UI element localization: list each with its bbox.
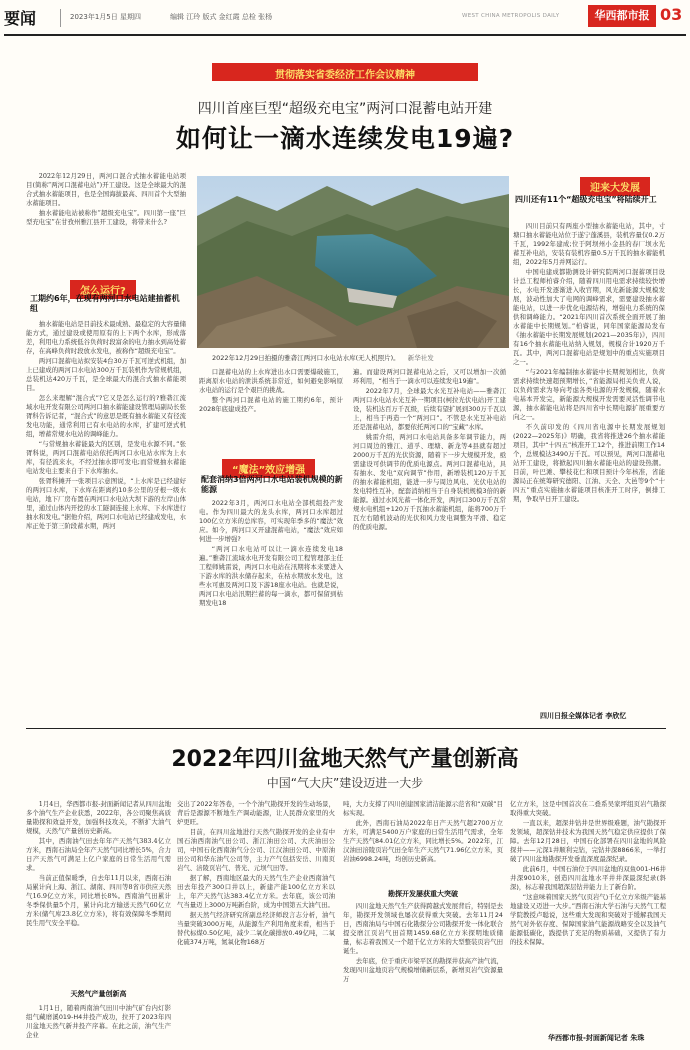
story2-lead	[26, 800, 171, 980]
subhead-2: 配套消纳3倍两河口水电站装机规模的新能源	[201, 475, 343, 494]
story2-headline: 2022年四川盆地天然气产量创新高	[171, 747, 519, 772]
lead-paragraph: 当前正值保暖季，自去年11月以来，西南石油局累计向上海、浙江、湖南、四川等8省市供应天然气16.9亿立方米，同比增长8%。西南油气田累计冬季保供量5个月，累计向北方输送天然气60亿立方米(储气库23.8亿立方米)，将有效保障冬季期间民生用气安全平稳。	[26, 874, 171, 927]
header-rule	[4, 34, 686, 36]
tag-development-text: 迎来大发展	[580, 177, 650, 196]
body-paragraph: “与常规抽水蓄能最大的区别，是发电水源不同。”张胥科说，两河口混蓄电站依托两河口水电站水库为上水库，有径流来水，不经过抽水即可发电;而常规抽水蓄能电站发电主要来自于下水库抽水。	[26, 440, 186, 475]
body-paragraph: 去年底，位于重庆市梁平区的勘探井获高产油气流，发现四川盆地页岩气规模增储新层系，新增页岩气资源量万	[343, 957, 503, 983]
body-paragraph: 据了解，西南地区最大的天然气生产企业西南油气田去年投产300口井以上，新建产能100亿立方米以上，年产天然气达383.4亿立方米。去年底，该公司油气当量迈上3000万吨新台阶，成为中国第五大油气田。	[177, 874, 335, 909]
body-paragraph: 目前，在四川盆地进行天然气勘探开发的企业有中国石油西南油气田公司、浙江油田公司、大庆油田公司，中国石化西南油气分公司、江汉油田公司、中原油田公司和华东油气公司等，主力产气包括安岳、川南页岩气、涪陵页岩气、普光、元坝气田等。	[177, 828, 335, 872]
story2-col2	[177, 800, 335, 1044]
lead-paragraph: 1月4日，华西都市报-封面新闻记者从四川盆地多个油气生产企业获悉，2022年，各公司聚焦高质量勘探和效益开发，加强科技攻关，不断扩大油气规模，天然气产量创历史新高。	[26, 800, 171, 835]
header-divider	[60, 9, 61, 27]
body-paragraph: 遍。而建设两河口混蓄电站之后，又可以增加一次循环利用，“相当于一滴水可以连续发电19遍”。	[353, 368, 506, 385]
story2-subhead-a: 天然气产量创新高	[70, 990, 127, 998]
story1-col4	[513, 222, 665, 706]
body-paragraph: 整个两河口混蓄电站的施工期约6年，预计2028年底建成投产。	[199, 396, 343, 413]
story1-byline: 四川日报全媒体记者 李欣忆	[540, 712, 627, 720]
body-paragraph: 据天然气经济研究所副总经济师段言志分析，油气当量突破3000万吨，从能源生产利用角度来看，相当于替代标煤0.50亿吨，减少二氧化碳排放0.49亿吨，二氧化硫374万吨，氮氧化物168万	[177, 911, 335, 946]
top-banner-text: 贯彻落实省委经济工作会议精神	[275, 70, 415, 81]
masthead-text: 华西都市报	[594, 9, 650, 22]
body-paragraph: 此外，西南石油局2022年日产天然气超2700万立方米，可满足5400万户家庭的日常生活用气需求，全年生产天然气84.01亿立方米，同比增长5%。2022年，江汉油田涪陵页岩气田全年生产天然气71.96亿立方米，页岩油6998.24吨，均创历史新高。	[343, 819, 503, 863]
story2-subhead-b: 勘探开发屡获重大突破	[388, 890, 458, 898]
date-line: 2023年1月5日 星期四	[70, 13, 141, 21]
page-header	[0, 0, 690, 40]
section-divider	[26, 728, 666, 729]
subhead-1: 工期约6年，在现有两河口水电站建抽蓄机组	[30, 294, 180, 313]
body-paragraph: 口混蓄电站的上水库进出水口需要爆破施工，距离原水电站的泄洪系统非常近，如何避免影响原水电站的运行是个艰巨的挑战。	[199, 368, 343, 394]
story1-col2b	[199, 499, 343, 717]
top-banner	[212, 63, 478, 81]
story2-col1	[26, 1004, 171, 1044]
body-paragraph: 2022年7月，全球最大水光互补电站——雅砻江两河口水电站水光互补一期项目(柯拉光伏电站)开工建设，装机达百万千瓦级，后续有望扩展到300万千瓦以上，相当于再造一个“两河口”。不管是水光互补电站还是混蓄电站，都要依托两河口的“宝藏”水库。	[353, 387, 506, 431]
photo-credit: 新华社发	[407, 354, 434, 362]
masthead-logo	[588, 5, 656, 27]
tag-how-text: 怎么运行?	[70, 280, 136, 299]
body-paragraph: 亿立方米，这是中国首次在二叠系吴家坪组页岩气勘探取得重大突破。	[510, 800, 666, 817]
editor-line: 编辑 江玲 版式 金红霞 总检 张杨	[170, 13, 273, 21]
story2-col3b	[343, 902, 503, 1044]
body-paragraph: “两河口水电站可以让一滴水连续发电18遍。”雅砻江流域水电开发有限公司工程管理部主任工程师姚雷说，两河口水电站在汛期将本来要进入下游水库的洪水储存起来，在枯水期放水发电，这些水可惠及两河口及下游18座水电站。也就是说，两河口水电站汛期拦蓄的每一滴水，都可保留到枯期发电18	[199, 545, 343, 607]
story1-lead	[26, 172, 186, 276]
subhead-3: 四川还有11个“超级充电宝”将陆续开工	[515, 195, 657, 204]
reservoir-photo-illustration	[197, 176, 509, 348]
story1-col3	[353, 368, 506, 717]
story1-col2a	[199, 368, 343, 452]
body-paragraph: “与2021年编制抽水蓄能中长期规划相比，负荷需求持续快速超预期增长，”省能源局相关负责人说，以负荷需求为导向考虑各类电源的开发规模，随着水电基本开发完，新能源大规模开发需要灵活性调节电源，抽水蓄能电站将是四川省中长期电源扩展重要方向之一。	[513, 368, 665, 421]
story1-headline: 如何让一滴水连续发电19遍?	[175, 124, 515, 153]
lead-paragraph: 2022年12月29日，两河口混合式抽水蓄能电站项目(简称“两河口混蓄电站”)开工建设。这是全球最大的混合式抽水蓄能项目，也是全国海拔最高、四川首个大型抽水蓄能项目。	[26, 172, 186, 207]
photo-caption	[212, 353, 508, 362]
reservoir-photo	[197, 176, 509, 348]
tag-magic-text: “魔法”效应增强	[222, 459, 315, 478]
section-label: 要闻	[4, 9, 37, 28]
tag-development	[580, 176, 650, 196]
body-paragraph: 抽水蓄能电站是目前技术最成熟、最稳定的大容量储能方式，通过建设或使用原有的上下两个水库，形成落差，利用电力系统低谷负荷时段富余的电力抽水到高处蓄存，在高峰负荷时段放水发电，被称作“超级充电宝”。	[26, 320, 186, 355]
body-paragraph: 一直以来，超深井钻井是世界级难题，油气勘探开发领域，超深钻井技术为我国天然气稳定供应提供了保障。去年12月28日，中国石化部署在四川盆地的风险探井——元深1井顺利完钻，完钻井深8866米，一举打破了四川盆地勘探开发垂直深度最深纪录。	[510, 819, 666, 863]
body-paragraph: 1月1日，随着两南油气田川中油气矿台内灯影组气藏磨溪019-H4井投产成功，拉开了2023年四川盆地天然气新井投产序幕。在此之前，油气生产企业	[26, 1004, 171, 1039]
body-paragraph: 吨，大力支撑了四川创建国家清洁能源示范省和“双碳”目标实现。	[343, 800, 503, 817]
body-paragraph: 怎么来理解“混合式”?它又是怎么运行的?雅砻江流域水电开发有限公司两河口抽水蓄能建设管理局副局长张胥科告诉记者，“混合式”的意思是既有抽水蓄能又有径流发电功能，通常利用已有水电站的水库，扩建可逆式机组，增蓄常规水电站的调峰能力。	[26, 394, 186, 438]
body-paragraph: 张胥科摊开一张项目示意图说，“上水库是已经建好的两河口水库，下水库在距离约10多公里的牙根一级水电站，地下厂房布置在两河口水电站大坝下游的左岸山体里，通过山体内开挖的水工隧洞连接上水库、下水库进行抽水和发电。”据他介绍，两河口水电站已经建成发电，水库正处于第三阶段蓄水期，两河	[26, 477, 186, 530]
page-number: 03	[660, 5, 683, 24]
body-paragraph: “这意味着国家天然气(页岩气)千亿立方米级产能基地建设又迈进一大步。”西南石油大学石油与天然气工程学院教授卢聪说，这些重大发现和突破对于缓解我国天然气对外依存度、保障国家油气能源战略安全以及油气能源低碳化，践提供了充足的物质基础，又提供了有力的技术保障。	[510, 893, 666, 946]
story1-kicker: 四川首座巨型“超级充电宝”两河口混蓄电站开建	[197, 101, 493, 117]
story2-subhead: 中国“气大庆”建设迈进一大步	[266, 776, 424, 790]
body-paragraph: 四川目前只有两座小型抽水蓄能电站，其中，寸塘口抽水蓄能电站位于遂宁蓬溪县，装机容量仅0.2万千瓦，1992年建成;位于阿坝州小金县的春厂坝水光蓄互补电站，安装有装机容量0.5万千瓦的抽水蓄能机组，2022年5月并网运行。	[513, 222, 665, 266]
body-paragraph: 中国电建成都勘测设计研究院两河口混蓄项目设计总工程师柏睿介绍，随着四川用电需求持续较快增长，水电开发逐渐进入收官期，风光新能源大规模发展，波动性加大了电网的调峰需求，需要建设抽水蓄能电站，以进一步优化电源结构，增强电力系统的保供和调峰能力。“2021年四川首次系统全面开展了抽水蓄能中长期规划。”柏睿说，同年国家能源局发布《抽水蓄能中长期发展规划(2021—2035年)》，四川有16个抽水蓄能电站纳入规划，规模合计1920万千瓦。其中，两河口混蓄电站是规划中的重点实施项目之一。	[513, 268, 665, 366]
photo-caption-text: 2022年12月29日拍摄的雅砻江两河口水电站水库(无人机照片)。	[212, 354, 400, 362]
body-paragraph: 此前6月，中国石油位于四川盆地的双鱼001-H6井井深9010米，创造四川盆地水平井井深最深纪录(斜深)，标志着我国超深层钻井能力上了新台阶。	[510, 865, 666, 891]
lead-paragraph: 其中，西南油气田去年年产天然气383.4亿立方米，西南石油局全年产天然气同比增长5%，合力日产天然气可满足上亿户家庭的日常生活用气需求。	[26, 837, 171, 872]
body-paragraph: 两河口混蓄电站拟安装4台30万千瓦可逆式机组，加上已建成的两河口水电站300万千瓦装机作为常规机组，总装机达420万千瓦，是全球最大的混合式抽水蓄能项目。	[26, 357, 186, 392]
paper-en-name: WEST CHINA METROPOLIS DAILY	[462, 13, 560, 19]
body-paragraph: 姚雷介绍，两河口水电站具备多年调节能力，两河口周边的雅江、道孚、理塘、新龙等4县就有超过2000万千瓦的光伏资源，随着下一步大规模开发，亟需建设可供调节的优质电源点。两河口混蓄电站，具有抽水、发电“双向调节”作用，新增装机120万千瓦的抽水蓄能机组，能进一步与周边风电、光伏电站的发电特性互补，配套消纳相当于自身装机规模3倍的新能源。通过水风光蓄一体化开发，两河口300万千瓦常规水电机组+120万千瓦抽水蓄能机组，能将700万千瓦左右随机波动的光伏和风力发电调整为平滑、稳定的优质电源。	[353, 433, 506, 531]
body-paragraph: 2022年3月，两河口水电站全部机组投产发电。作为四川最大的龙头水库，两河口水库超过100亿立方米的总库容，可实现年季多的“魔法”效应。如今，两河口又开建混蓄电站，“魔法”效应如何进一步增强?	[199, 499, 343, 543]
story2-col4	[510, 800, 666, 1030]
story2-byline: 华西都市报-封面新闻记者 朱珠	[548, 1034, 645, 1042]
body-paragraph: 交出了2022年答卷，一个个油气勘探开发的生动场景，背后是源源不断地生产调动能源，让人民群众家里的火炉更旺。	[177, 800, 335, 826]
story2-col3	[343, 800, 503, 882]
body-paragraph: 四川盆地天然气生产获得跨越式发展背后，特别是去年，勘探开发领域也屡次获得重大突破。去年11月24日，西南油局与中国石化勘探分公司勘探开发一体化联合提交磨江页岩气田首期1459.68亿立方米探明地质储量，标志着我国又一个超千亿立方米的大型整装页岩气田诞生。	[343, 902, 503, 955]
body-paragraph: 不久前印发的《四川省电源中长期发展规划(2022—2025年)》明确，我省将推进26个抽水蓄能项目，其中“十四五”核准开工12个，推进前期工作14个，总规模达3490万千瓦。可以预见，两河口混蓄电站开工建设，将掀起四川抽水蓄能电站的建设热潮。目前，叶巴滩、攀枝花仁和项目预计今年核准，省能源局正在统筹研究德阳、江油、天全、大邑等9个“十四五”重点实施抽水蓄能项目核准开工时序，倒排工期，争取早日开工建设。	[513, 423, 665, 503]
lead-paragraph: 抽水蓄能电站被称作“超级充电宝”。四川第一座“巨型充电宝”在甘孜州雅江县开工建设，将带来什么?	[26, 209, 186, 226]
